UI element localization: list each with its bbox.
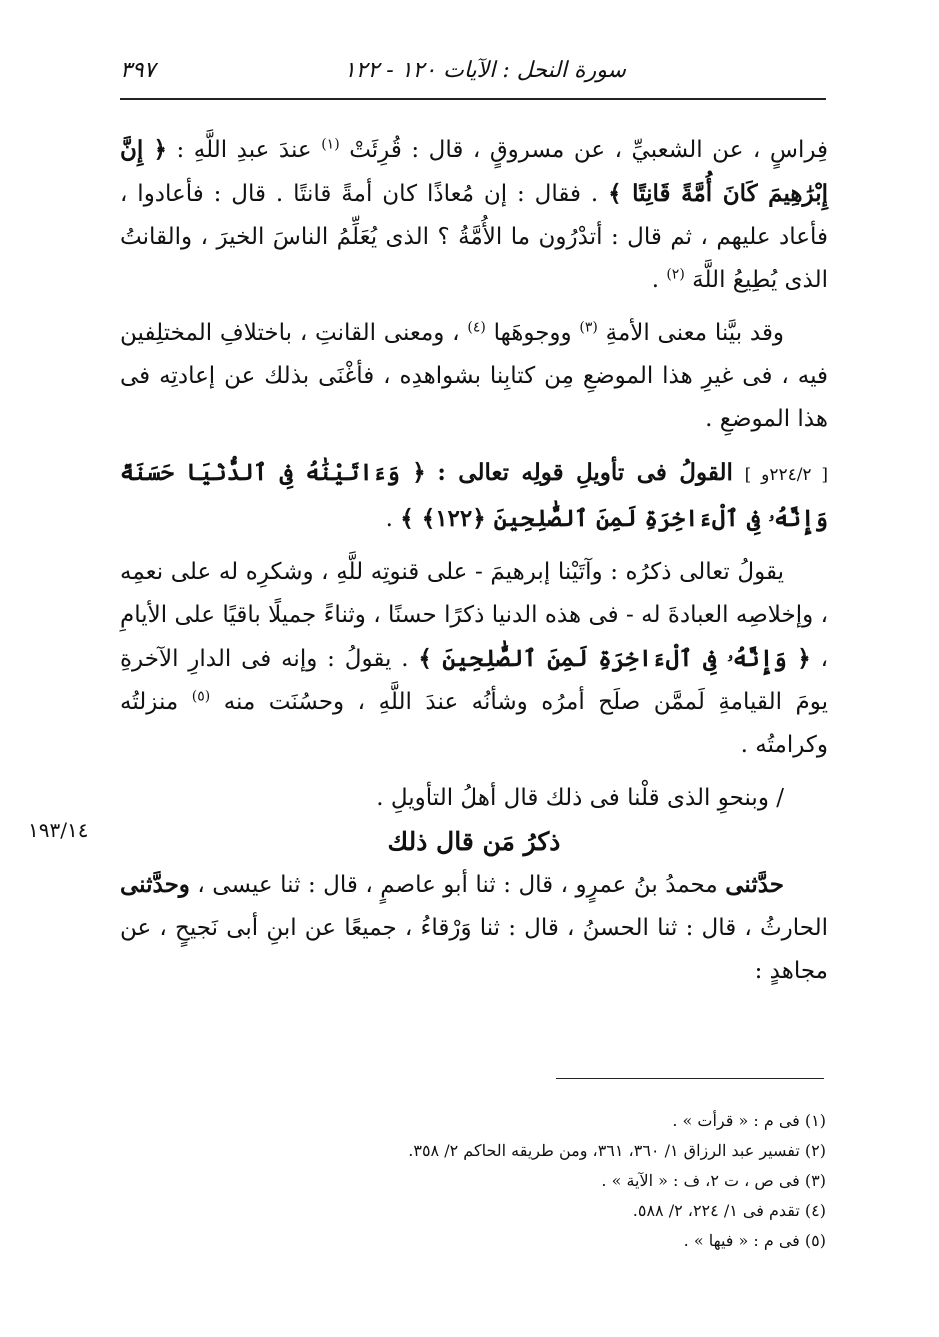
footnote-ref-2[interactable]: (٢): [666, 266, 685, 283]
quran-verse: ﴿ وَإِنَّهُۥ فِى ٱلْءَاخِرَةِ لَمِنَ ٱلصَّٰلِحِينَ ﴾: [418, 645, 811, 672]
paragraph-5: / وبنحوِ الذى قلْنا فى ذلك قال أهلُ التأويلِ .: [376, 785, 784, 811]
footnote-4: (٤) تقدم فى ١/ ٢٢٤، ٢/ ٥٨٨.: [632, 1201, 826, 1220]
paragraph-6: حدَّثنى محمدُ بنُ عمرٍو ، قال : ثنا أبو عاصمٍ ، قال : ثنا عيسى ، وحدَّثنى الحارثُ ، قال : ثنا الحسنُ ، قال : ثنا وَرْقاءُ ، جميعًا عن ابنِ أبى نَجيحٍ ، عن مجاهدٍ :: [120, 871, 828, 984]
footnote-3: (٣) فى ص ، ت ٢، ف : « الآية » .: [601, 1171, 826, 1190]
section-heading: ذكرُ مَن قال ذلك: [387, 827, 561, 856]
paragraph-4: يقولُ تعالى ذكرُه : وآتَيْنا إبرهيمَ - على قنوتِه للَّهِ ، وشكرِه له على نعمِه ، وإخلاصِه العبادةَ له - فى هذه الدنيا ذكرًا حسنًا ، وثناءً جميلًا باقيًا على الأيامِ ، ﴿ وَإِنَّهُۥ فِى ٱلْءَاخِرَةِ لَمِنَ ٱلصَّٰلِحِينَ ﴾ . يقولُ : وإنه فى الدارِ الآخرةِ يومَ القيامةِ لَممَّن صلَح أمرُه وشأنُه عندَ اللَّهِ ، وحسُنَت منه $^{(٥)}$ منزلتُه وكرامتُه .: [120, 559, 829, 758]
header-title: سورة النحل : الآيات ١٢٠ - ١٢٢: [343, 58, 626, 83]
footnote-ref-1[interactable]: (١): [321, 136, 340, 153]
footnote-2: (٢) تفسير عبد الرزاق ١/ ٣٦٠، ٣٦١، ومن طريقه الحاكم ٢/ ٣٥٨.: [408, 1141, 826, 1160]
page-number: ٣٩٧: [120, 58, 156, 83]
section-title: القولُ فى تأويلِ قولِه تعالى :: [437, 459, 733, 486]
footnote-ref-4[interactable]: (٤): [467, 319, 486, 336]
manuscript-ref: [ ٢٢٤/٢و ]: [744, 465, 829, 485]
margin-page-ref: ١٩٣/١٤: [28, 818, 89, 842]
quran-verse: ﴿ وَءَاتَيْنَٰهُ فِى ٱلدُّنْيَا حَسَنَةً وَإِنَّهُۥ فِى ٱلْءَاخِرَةِ لَمِنَ ٱلصَّٰلِحِينَ ﴿١٢٢﴾ ﴾: [120, 459, 828, 532]
running-header: [120, 52, 826, 92]
footnote-1: (١) فى م : « قرأت » .: [672, 1111, 826, 1130]
main-text: [120, 128, 828, 993]
header-rule: [120, 98, 826, 100]
footnote-rule: [556, 1078, 824, 1079]
quran-verse: ﴿ إِنَّ إِبْرَٰهِيمَ كَانَ أُمَّةً قَانِتًا ﴾: [120, 136, 829, 207]
footnote-ref-3[interactable]: (٣): [579, 319, 598, 336]
footnote-5: (٥) فى م : « فيها » .: [683, 1231, 826, 1250]
paragraph-1: فِراسٍ ، عن الشعبيِّ ، عن مسروقٍ ، قال : قُرِئَتْ $^{(١)}$ عندَ عبدِ اللَّهِ : ﴿ إِنَّ إِبْرَٰهِيمَ كَانَ أُمَّةً قَانِتًا ﴾ . فقال : إن مُعاذًا كان أمةً قانتًا . قال : فأعادوا ، فأعاد عليهم ، ثم قال : أتدْرُون ما الأُمَّةُ ؟ الذى يُعَلِّمُ الناسَ الخيرَ ، والقانتُ الذى يُطِيعُ اللَّهَ $^{(٢)}$ .: [120, 136, 829, 293]
footnotes: [320, 1106, 826, 1256]
paragraph-2: وقد بيَّنا معنى الأمةِ $^{(٣)}$ ووجوهَها $^{(٤)}$ ، ومعنى القانتِ ، باختلافِ المختلِفين فيه ، فى غيرِ هذا الموضعِ مِن كتابِنا بشواهدِه ، فأغْنَى بذلك عن إعادتِه فى هذا الموضعِ .: [120, 319, 828, 432]
paragraph-3: [ ٢٢٤/٢و ] القولُ فى تأويلِ قولِه تعالى : ﴿ وَءَاتَيْنَٰهُ فِى ٱلدُّنْيَا حَسَنَةً وَإِنَّهُۥ فِى ٱلْءَاخِرَةِ لَمِنَ ٱلصَّٰلِحِينَ ﴿١٢٢﴾ ﴾ .: [120, 459, 829, 532]
footnote-ref-5[interactable]: (٥): [191, 688, 211, 705]
